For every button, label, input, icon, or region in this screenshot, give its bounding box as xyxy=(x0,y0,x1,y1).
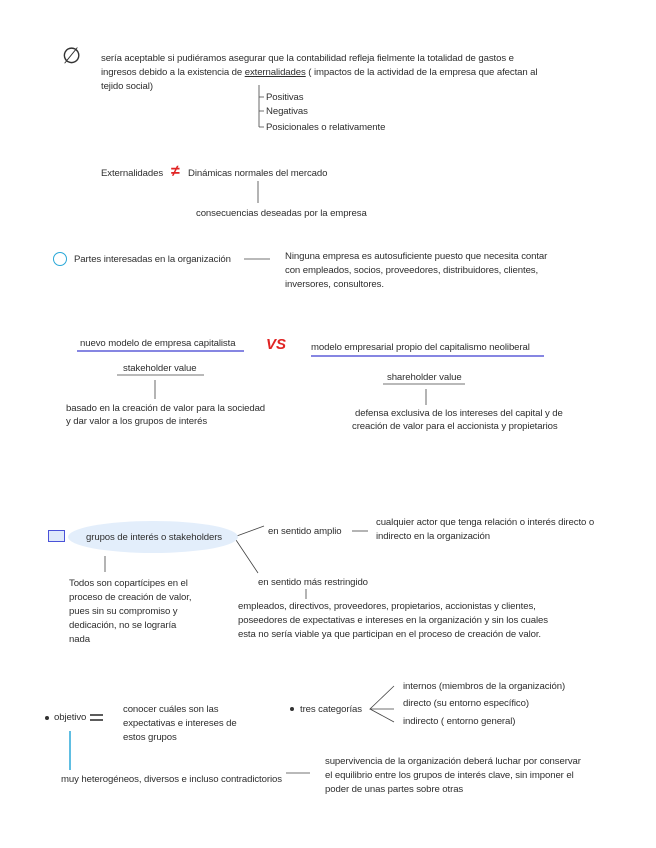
stakeholder-value-label: stakeholder value xyxy=(123,363,197,374)
copartners-desc-1: Todos son copartícipes en el xyxy=(69,578,188,589)
stakeholders-groups-label: grupos de interés o stakeholders xyxy=(86,532,222,543)
copartners-desc-5: nada xyxy=(69,634,90,645)
neoliberal-desc-2: creación de valor para el accionista y propietarios xyxy=(352,421,558,432)
stakeholders-desc-3: inversores, consultores. xyxy=(285,279,384,290)
three-categories-label: tres categorías xyxy=(300,704,362,715)
objective-desc-1: conocer cuáles son las xyxy=(123,704,219,715)
square-icon xyxy=(48,530,65,542)
survival-desc-2: el equilibrio entre los grupos de interés clave, sin imponer el xyxy=(325,770,574,781)
stakeholders-desc-2: con empleados, socios, proveedores, distribuidores, clientes, xyxy=(285,265,539,276)
section1-line2-pre: ingresos debido a la existencia de xyxy=(101,67,245,78)
not-equal-icon: ≠ xyxy=(171,163,180,180)
stakeholders-desc-1: Ninguna empresa es autosuficiente puesto que necesita contar xyxy=(285,251,548,262)
objective-label: objetivo xyxy=(54,712,87,723)
category-direct: directo (su entorno específico) xyxy=(403,698,529,709)
narrow-desc-1: empleados, directivos, proveedores, propietarios, accionistas y clientes, xyxy=(238,601,536,612)
stakeholders-label: Partes interesadas en la organización xyxy=(74,254,231,265)
externalities-term: externalidades xyxy=(244,67,306,78)
broad-desc-1: cualquier actor que tenga relación o interés directo o xyxy=(376,517,595,528)
new-model-title: nuevo modelo de empresa capitalista xyxy=(80,338,236,349)
survival-desc-3: poder de unas partes sobre otras xyxy=(325,784,464,795)
category-internal: internos (miembros de la organización) xyxy=(403,681,566,692)
survival-desc-1: supervivencia de la organización deberá luchar por conservar xyxy=(325,756,581,767)
narrow-desc-2: poseedores de expectativas e intereses en la organización y sin los cuales xyxy=(238,615,548,626)
neoliberal-desc-1: defensa exclusiva de los intereses del capital y de xyxy=(355,408,563,419)
versus-label: VS xyxy=(266,336,287,353)
narrow-sense-label: en sentido más restringido xyxy=(258,577,368,588)
new-model-desc-2: y dar valor a los grupos de interés xyxy=(66,416,208,427)
narrow-desc-3: esta no sería viable ya que participan en el proceso de creación de valor. xyxy=(238,629,541,640)
shareholder-value-label: shareholder value xyxy=(387,372,462,383)
branch-positional: Posicionales o relativamente xyxy=(266,122,386,133)
externalities-label: Externalidades xyxy=(101,168,164,179)
broad-sense-label: en sentido amplio xyxy=(268,526,342,537)
section1-line2-post: ( impactos de la actividad de la empresa que afectan al xyxy=(305,67,538,78)
section1-line1: sería aceptable si pudiéramos asegurar que la contabilidad refleja fielmente la totalidad de gastos e xyxy=(101,53,514,64)
objective-desc-3: estos grupos xyxy=(123,732,177,743)
broad-desc-2: indirecto en la organización xyxy=(376,531,490,542)
new-model-desc-1: basado en la creación de valor para la sociedad xyxy=(66,403,266,414)
copartners-desc-4: dedicación, no se lograría xyxy=(69,620,177,631)
empty-set-icon: ∅ xyxy=(62,44,82,69)
bullet-dot xyxy=(45,716,49,720)
desired-consequences: consecuencias deseadas por la empresa xyxy=(196,208,367,219)
neoliberal-model-title: modelo empresarial propio del capitalismo neoliberal xyxy=(311,342,530,353)
branch-positive: Positivas xyxy=(266,92,304,103)
branch-negative: Negativas xyxy=(266,106,308,117)
copartners-desc-3: pues sin su compromiso y xyxy=(69,606,178,617)
heterogeneous-label: muy heterogéneos, diversos e incluso contradictorios xyxy=(61,774,282,785)
circle-icon xyxy=(53,252,67,266)
section1-line3: tejido social) xyxy=(101,81,153,92)
copartners-desc-2: proceso de creación de valor, xyxy=(69,592,192,603)
market-dynamics-label: Dinámicas normales del mercado xyxy=(188,168,328,179)
bullet-dot xyxy=(290,707,294,711)
objective-desc-2: expectativas e intereses de xyxy=(123,718,237,729)
category-indirect: indirecto ( entorno general) xyxy=(403,716,516,727)
section1-line2 xyxy=(101,66,537,79)
